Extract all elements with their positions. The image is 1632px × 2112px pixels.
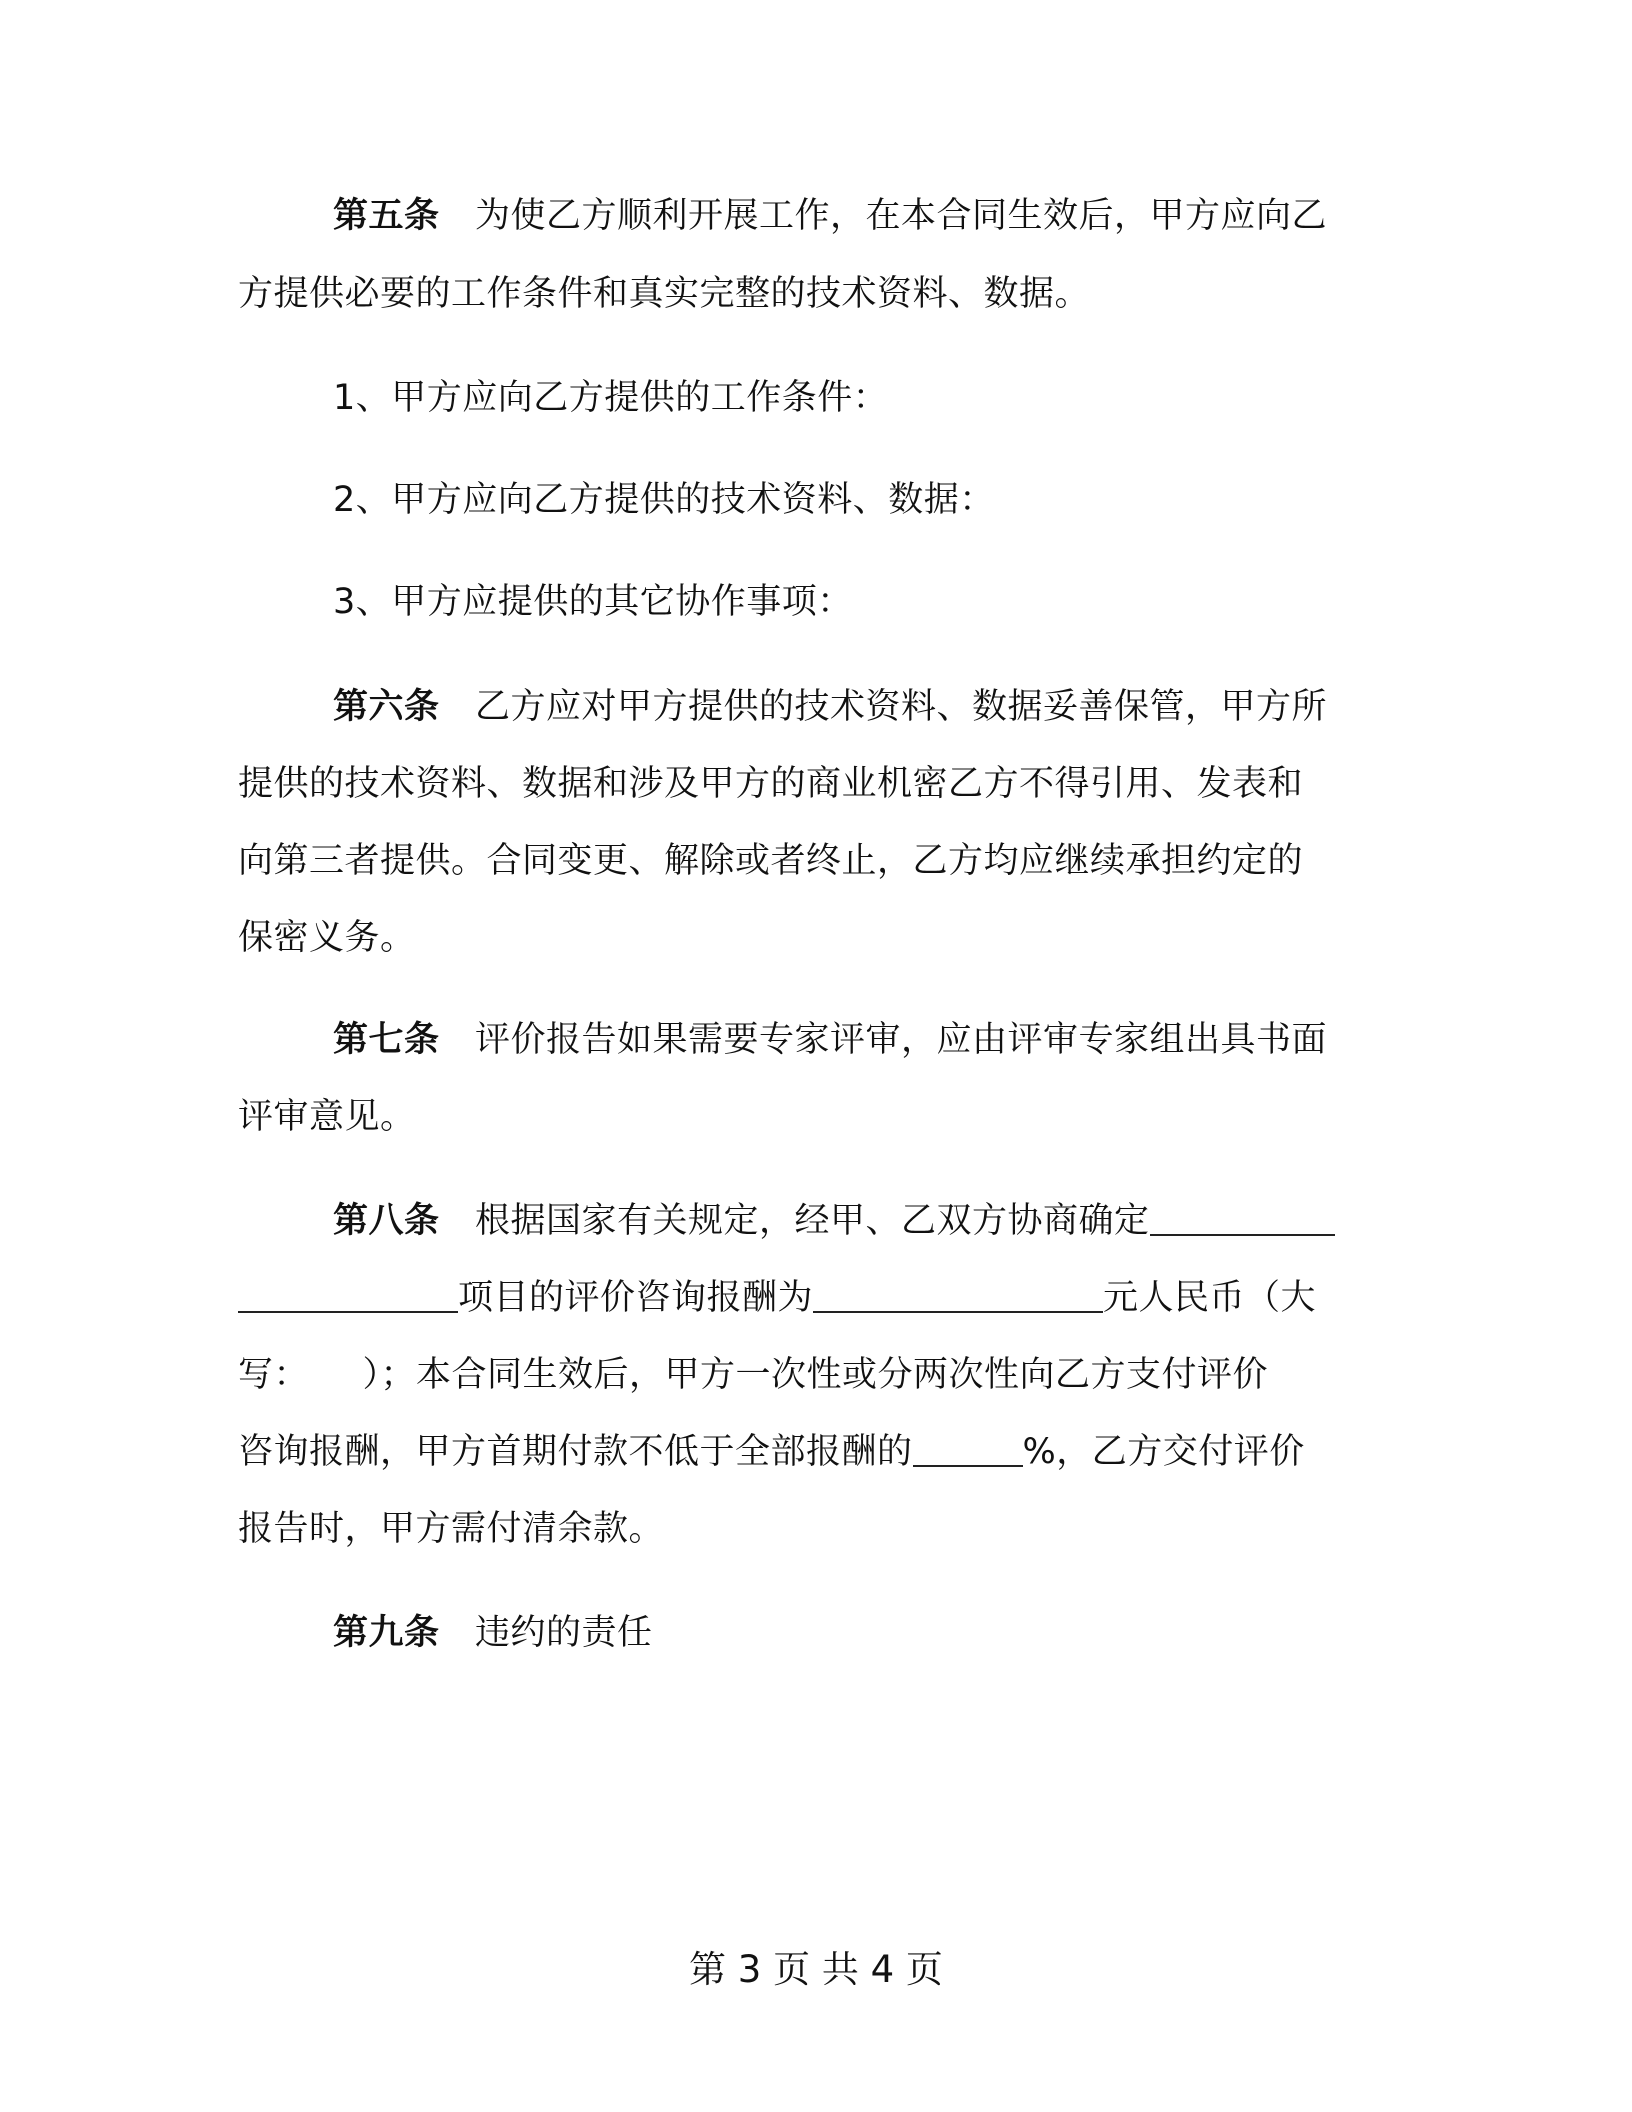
article6-line4: 保密义务。 — [238, 918, 416, 958]
article6-line2: 提供的技术资料、数据和涉及甲方的商业机密乙方不得引用、发表和 — [238, 764, 1304, 804]
article5-line1: 第五条 为使乙方顺利开展工作，在本合同生效后，甲方应向乙 — [333, 196, 1328, 236]
article-heading: 第六条 — [333, 687, 440, 727]
fill-blank[interactable] — [238, 1277, 458, 1313]
article8-line1: 第八条 根据国家有关规定，经甲、乙双方协商确定 — [333, 1197, 1335, 1245]
article7-line2: 评审意见。 — [238, 1097, 416, 1137]
list-item: 1、甲方应向乙方提供的工作条件： — [333, 378, 889, 418]
article8-line2: 项目的评价咨询报酬为 元人民币（大 — [238, 1274, 1316, 1322]
page-number: 第 3 页 共 4 页 — [689, 1948, 943, 1991]
article6-line1: 第六条 乙方应对甲方提供的技术资料、数据妥善保管，甲方所 — [333, 687, 1328, 727]
list-item: 2、甲方应向乙方提供的技术资料、数据： — [333, 480, 995, 520]
article8-line3: 写： ）；本合同生效后，甲方一次性或分两次性向乙方支付评价 — [238, 1355, 1269, 1395]
article-heading: 第八条 — [333, 1201, 440, 1241]
article6-line3: 向第三者提供。合同变更、解除或者终止，乙方均应继续承担约定的 — [238, 841, 1304, 881]
list-item: 3、甲方应提供的其它协作事项： — [333, 582, 853, 622]
article8-line4: 咨询报酬，甲方首期付款不低于全部报酬的 %，乙方交付评价 — [238, 1432, 1305, 1472]
article9-line1: 第九条 违约的责任 — [333, 1613, 653, 1653]
article-heading: 第五条 — [333, 196, 440, 236]
fill-blank[interactable] — [1150, 1200, 1335, 1236]
fill-blank[interactable] — [813, 1277, 1103, 1313]
article5-line2: 方提供必要的工作条件和真实完整的技术资料、数据。 — [238, 274, 1091, 314]
article-heading: 第九条 — [333, 1613, 440, 1653]
fill-blank[interactable] — [913, 1431, 1023, 1467]
article8-line5: 报告时，甲方需付清余款。 — [238, 1509, 665, 1549]
article-heading: 第七条 — [333, 1020, 440, 1060]
article7-line1: 第七条 评价报告如果需要专家评审，应由评审专家组出具书面 — [333, 1020, 1328, 1060]
